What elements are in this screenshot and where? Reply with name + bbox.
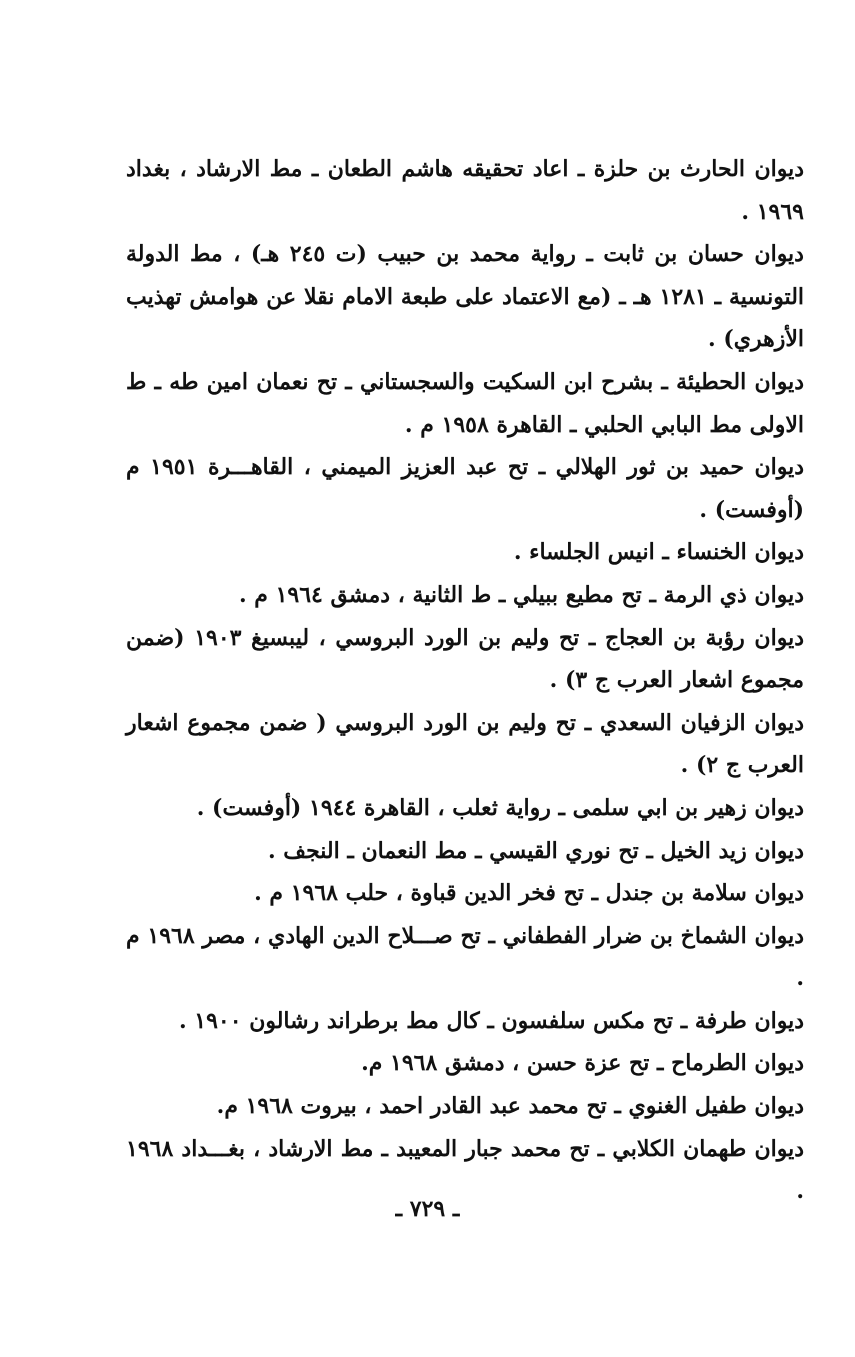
entry-text: ديوان الخنساء ـ انيس الجلساء . bbox=[513, 539, 804, 566]
entry-text: ديوان الشماخ بن ضرار الفطفاني ـ تح صـــلاح الدين الهادي ، مصر ١٩٦٨ م . bbox=[126, 922, 804, 992]
bibliography-entry bbox=[126, 531, 804, 574]
bibliography-entry bbox=[126, 446, 804, 531]
bibliography-entry bbox=[126, 361, 804, 446]
page-number: ـ ٧٢٩ ـ bbox=[395, 1196, 460, 1222]
entry-text: ديوان سلامة بن جندل ـ تح فخر الدين قباوة ، حلب ١٩٦٨ م . bbox=[254, 880, 804, 907]
bibliography-entry bbox=[126, 148, 804, 233]
entry-text: ديوان الطرماح ـ تح عزة حسن ، دمشق ١٩٦٨ م. bbox=[361, 1050, 804, 1077]
entry-text: ديوان زهير بن ابي سلمى ـ رواية ثعلب ، القاهرة ١٩٤٤ (أوفست) . bbox=[196, 794, 804, 821]
bibliography-entry bbox=[126, 1042, 804, 1085]
bibliography-entry bbox=[126, 915, 804, 1000]
bibliography-entry bbox=[126, 787, 804, 830]
entry-text: ديوان الحطيئة ـ بشرح ابن السكيت والسجستاني ـ تح نعمان امين طه ـ ط الاولى مط البابي الحلبي ـ القاهرة ١٩٥٨ م . bbox=[126, 368, 804, 438]
bibliography-entry bbox=[126, 617, 804, 702]
bibliography-entry bbox=[126, 233, 804, 361]
bibliography-entry bbox=[126, 702, 804, 787]
entry-text: ديوان طهمان الكلابي ـ تح محمد جبار المعيبد ـ مط الارشاد ، بغـــداد ١٩٦٨ . bbox=[126, 1135, 804, 1205]
entry-text: ديوان زيد الخيل ـ تح نوري القيسي ـ مط النعمان ـ النجف . bbox=[267, 837, 804, 864]
entry-text: ديوان الحارث بن حلزة ـ اعاد تحقيقه هاشم الطعان ـ مط الارشاد ، بغداد ١٩٦٩ . bbox=[126, 156, 804, 225]
bibliography-entry bbox=[126, 872, 804, 915]
entry-text: ديوان ذي الرمة ـ تح مطيع ببيلي ـ ط الثانية ، دمشق ١٩٦٤ م . bbox=[238, 581, 804, 608]
entry-text: ديوان حسان بن ثابت ـ رواية محمد بن حبيب (ت ٢٤٥ هـ) ، مط الدولة التونسية ـ ١٢٨١ هـ ـ (مع الاعتماد على طبعة الامام نقلا عن هوامش تهذيب الأزهري) . bbox=[126, 241, 805, 353]
bibliography-list bbox=[126, 148, 804, 1213]
bibliography-entry bbox=[126, 574, 804, 617]
entry-text: ديوان طرفة ـ تح مكس سلفسون ـ كال مط برطراند رشالون ١٩٠٠ . bbox=[178, 1007, 804, 1034]
entry-text: ديوان الزفيان السعدي ـ تح وليم بن الورد البروسي ( ضمن مجموع اشعار العرب ج ٢) . bbox=[126, 709, 804, 779]
bibliography-entry bbox=[126, 1000, 804, 1043]
bibliography-entry bbox=[126, 1085, 804, 1128]
entry-text: ديوان حميد بن ثور الهلالي ـ تح عبد العزيز الميمني ، القاهـــرة ١٩٥١ م (أوفست) . bbox=[126, 454, 804, 523]
entry-text: ديوان طفيل الغنوي ـ تح محمد عبد القادر احمد ، بيروت ١٩٦٨ م. bbox=[216, 1093, 804, 1120]
bibliography-entry bbox=[126, 830, 804, 873]
entry-text: ديوان رؤبة بن العجاج ـ تح وليم بن الورد البروسي ، ليبسيغ ١٩٠٣ (ضمن مجموع اشعار العرب ج ٣) . bbox=[126, 624, 804, 694]
